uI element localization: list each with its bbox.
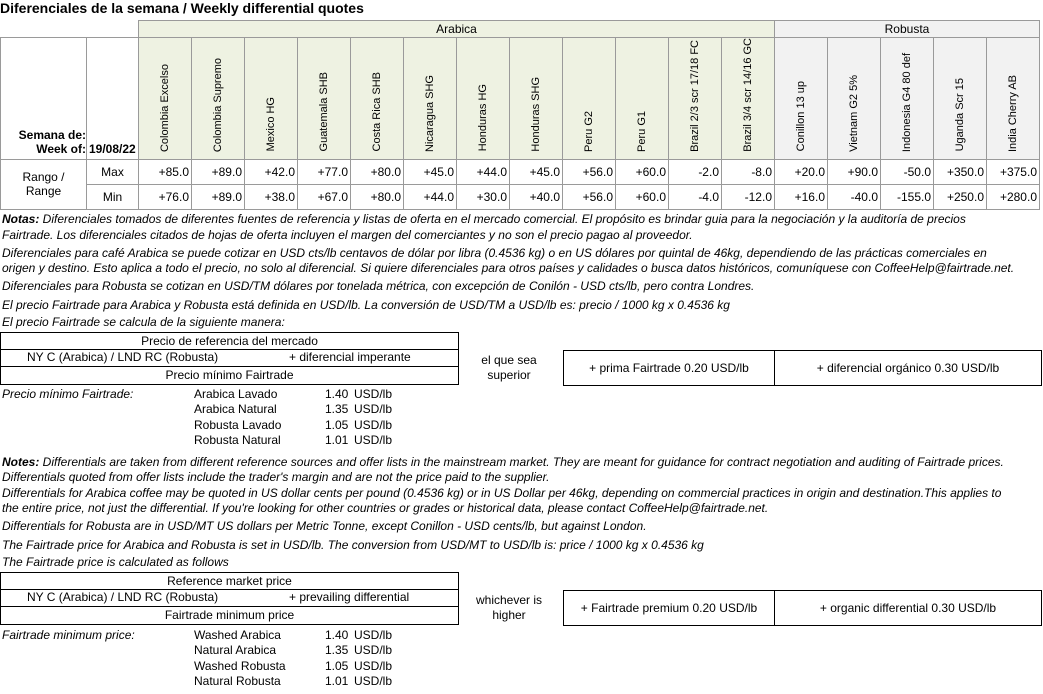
max-value-cell: +44.0: [457, 159, 510, 184]
column-header: Honduras HG: [457, 38, 510, 160]
min-price-item-value: 1.40: [325, 387, 349, 401]
min-price-item-value: 1.05: [325, 417, 349, 432]
max-value-cell: +45.0: [510, 159, 563, 184]
column-header: Indonesia G4 80 def: [881, 38, 934, 160]
min-value-cell: +30.0: [457, 184, 510, 209]
column-header: Costa Rica SHB: [351, 38, 404, 160]
min-price-item-unit: USD/lb: [354, 402, 393, 417]
column-header: Conillon 13 up: [775, 38, 828, 160]
min-label: Min: [87, 184, 139, 209]
week-value: 19/08/22: [87, 38, 139, 160]
min-value-cell: +76.0: [139, 184, 192, 209]
organic-box-en: + organic differential 0.30 USD/lb: [774, 590, 1042, 626]
min-price-label-en: Fairtrade minimum price:: [2, 628, 135, 642]
min-value-cell: -155.0: [881, 184, 934, 209]
notes-en-line4: the entire price, not just the differential. If you're looking for other countries or grades or historical data, please contact CoffeeHelp@fairtrade.net.: [2, 501, 769, 515]
min-price-item-value: 1.35: [325, 643, 349, 658]
column-header: Vietnam G2 5%: [828, 38, 881, 160]
min-value-cell: +56.0: [563, 184, 616, 209]
min-value-cell: +250.0: [934, 184, 987, 209]
notes-en-line1: Notes: Differentials are taken from different reference sources and offer lists in the mainstream market. They are meant for guidance for contract negotiation and auditing of Fairtrade prices.: [2, 455, 1004, 469]
max-value-cell: +56.0: [563, 159, 616, 184]
min-price-item-name: Arabica Natural: [194, 402, 277, 417]
min-value-cell: +60.0: [616, 184, 669, 209]
column-header: Mexico HG: [245, 38, 298, 160]
min-price-item-name: Natural Robusta: [194, 673, 281, 688]
notes-es-line7: El precio Fairtrade se calcula de la siguiente manera:: [2, 315, 285, 329]
column-header: India Cherry AB: [987, 38, 1040, 160]
min-price-item-name: Robusta Natural: [194, 432, 281, 447]
min-price-item-value: 1.01: [325, 432, 349, 447]
min-price-item-unit: USD/lb: [354, 658, 393, 673]
notes-es-line2: Fairtrade. Los diferenciales citados de hojas de oferta incluyen el margen del comerciantes y no son el precio pagao al proveedor.: [2, 228, 693, 242]
min-value-cell: +16.0: [775, 184, 828, 209]
min-price-item-unit: USD/lb: [354, 673, 393, 688]
min-value-cell: +38.0: [245, 184, 298, 209]
min-price-item-unit: USD/lb: [354, 643, 393, 658]
max-label: Max: [87, 159, 139, 184]
max-value-cell: -2.0: [669, 159, 722, 184]
min-value-cell: -40.0: [828, 184, 881, 209]
page-title: Diferenciales de la semana / Weekly differential quotes: [0, 0, 364, 16]
min-price-item-name: Arabica Lavado: [194, 387, 278, 401]
max-value-cell: +45.0: [404, 159, 457, 184]
column-header: Colombia Supremo: [192, 38, 245, 160]
notes-en-line5: Differentials for Robusta are in USD/MT US dollars per Metric Tonne, except Conillon - USD cents/lb, but against London.: [2, 519, 647, 533]
max-value-cell: +77.0: [298, 159, 351, 184]
premium-box-en: + Fairtrade premium 0.20 USD/lb: [563, 590, 775, 626]
notes-es-line1: Notas: Diferenciales tomados de diferentes fuentes de referencia y listas de oferta en el mercado comercial. El propósito es brindar guia para la negociación y la auditoría de precios: [2, 212, 966, 226]
column-header: Brazil 2/3 scr 17/18 FC: [669, 38, 722, 160]
min-price-item-name: Natural Arabica: [194, 643, 277, 658]
whichever-en: whichever is higher: [475, 593, 543, 622]
notes-en-line6: The Fairtrade price for Arabica and Robusta is set in USD/lb. The conversion from USD/MT to USD/lb is: price / 1000 kg x 0.4536 kg: [2, 538, 704, 552]
max-value-cell: +375.0: [987, 159, 1040, 184]
min-price-item-unit: USD/lb: [354, 417, 393, 432]
max-value-cell: +89.0: [192, 159, 245, 184]
min-value-cell: +89.0: [192, 184, 245, 209]
min-price-item-name: Washed Arabica: [194, 628, 281, 642]
min-value-cell: -12.0: [722, 184, 775, 209]
week-label: Semana de: Week of:: [1, 38, 87, 160]
min-value-cell: +67.0: [298, 184, 351, 209]
min-price-item-value: 1.01: [325, 673, 349, 688]
column-header: Peru G2: [563, 38, 616, 160]
column-header: Nicaragua SHG: [404, 38, 457, 160]
min-price-item-name: Washed Robusta: [194, 658, 286, 673]
max-value-cell: +60.0: [616, 159, 669, 184]
notes-en-line3: Differentials for Arabica coffee may be quoted in US dollar cents per pound (0.4536 kg) or in US Dollar per 46kg, depending on commercial practices in origin and destination.This applies to: [2, 486, 1002, 500]
max-value-cell: +42.0: [245, 159, 298, 184]
max-value-cell: +90.0: [828, 159, 881, 184]
column-header: Colombia Excelso: [139, 38, 192, 160]
min-value-cell: +40.0: [510, 184, 563, 209]
min-price-box-en: Fairtrade minimum price: [0, 607, 459, 625]
min-price-item-name: Robusta Lavado: [194, 417, 282, 432]
min-price-item-value: 1.05: [325, 658, 349, 673]
notes-en-line7: The Fairtrade price is calculated as follows: [2, 555, 229, 569]
column-header: Brazil 3/4 scr 14/16 GC: [722, 38, 775, 160]
column-header: Honduras SHG: [510, 38, 563, 160]
robusta-group-header: Robusta: [775, 21, 1040, 38]
max-value-cell: +80.0: [351, 159, 404, 184]
min-price-item-unit: USD/lb: [354, 628, 393, 642]
differentials-table: [0, 20, 1040, 210]
premium-box-es: + prima Fairtrade 0.20 USD/lb: [563, 350, 775, 386]
min-price-item-value: 1.35: [325, 402, 349, 417]
notes-es-line5: Diferenciales para Robusta se cotizan en USD/TM dólares por tonelada métrica, con excepción de Conilón - USD cts/lb, pero contra Londres.: [2, 279, 755, 293]
ref-price-box-en: Reference market price: [0, 572, 459, 590]
column-header: Peru G1: [616, 38, 669, 160]
ref-price-box-es: Precio de referencia del mercado: [0, 332, 459, 350]
notes-es-line3: Diferenciales para café Arabica se puede cotizar en USD cts/lb centavos de dólar por libra (0.4536 kg) o en US dólares por quintal de 46kg, dependiendo de las prácticas comerciales en: [2, 246, 987, 260]
organic-box-es: + diferencial orgánico 0.30 USD/lb: [774, 350, 1042, 386]
min-price-item-value: 1.40: [325, 628, 349, 642]
column-header: Guatemala SHB: [298, 38, 351, 160]
min-price-item-unit: USD/lb: [354, 432, 393, 447]
min-value-cell: -4.0: [669, 184, 722, 209]
min-price-box-es: Precio mínimo Fairtrade: [0, 367, 459, 385]
range-label: Rango / Range: [1, 159, 87, 209]
min-price-label-es: Precio mínimo Fairtrade:: [2, 387, 134, 401]
min-value-cell: +280.0: [987, 184, 1040, 209]
column-header: Uganda Scr 15: [934, 38, 987, 160]
max-value-cell: +20.0: [775, 159, 828, 184]
notes-en-line2: Differentials quoted from offer lists include the trader's margin and are not the price paid to the supplier.: [2, 470, 550, 484]
max-value-cell: +85.0: [139, 159, 192, 184]
min-value-cell: +80.0: [351, 184, 404, 209]
notes-es-line6: El precio Fairtrade para Arabica y Robusta está definida en USD/lb. La conversión de USD/TM a USD/lb es: precio / 1000 kg x 0.4536 kg: [2, 298, 730, 312]
max-value-cell: -8.0: [722, 159, 775, 184]
max-value-cell: -50.0: [881, 159, 934, 184]
market-row-en: NY C (Arabica) / LND RC (Robusta) + prevailing differential: [0, 589, 459, 607]
max-value-cell: +350.0: [934, 159, 987, 184]
whichever-es: el que sea superior: [481, 353, 537, 382]
market-row-es: NY C (Arabica) / LND RC (Robusta) + diferencial imperante: [0, 349, 459, 367]
notes-es-line4: origen y destino. Esto aplica a todo el precio, no solo al diferencial. Si quiere diferenciales para otros países y calidades o busca datos históricos, comuníquese con CoffeeHelp@fairtrade.net.: [2, 261, 1015, 275]
min-value-cell: +44.0: [404, 184, 457, 209]
min-price-item-unit: USD/lb: [354, 387, 393, 401]
arabica-group-header: Arabica: [139, 21, 775, 38]
